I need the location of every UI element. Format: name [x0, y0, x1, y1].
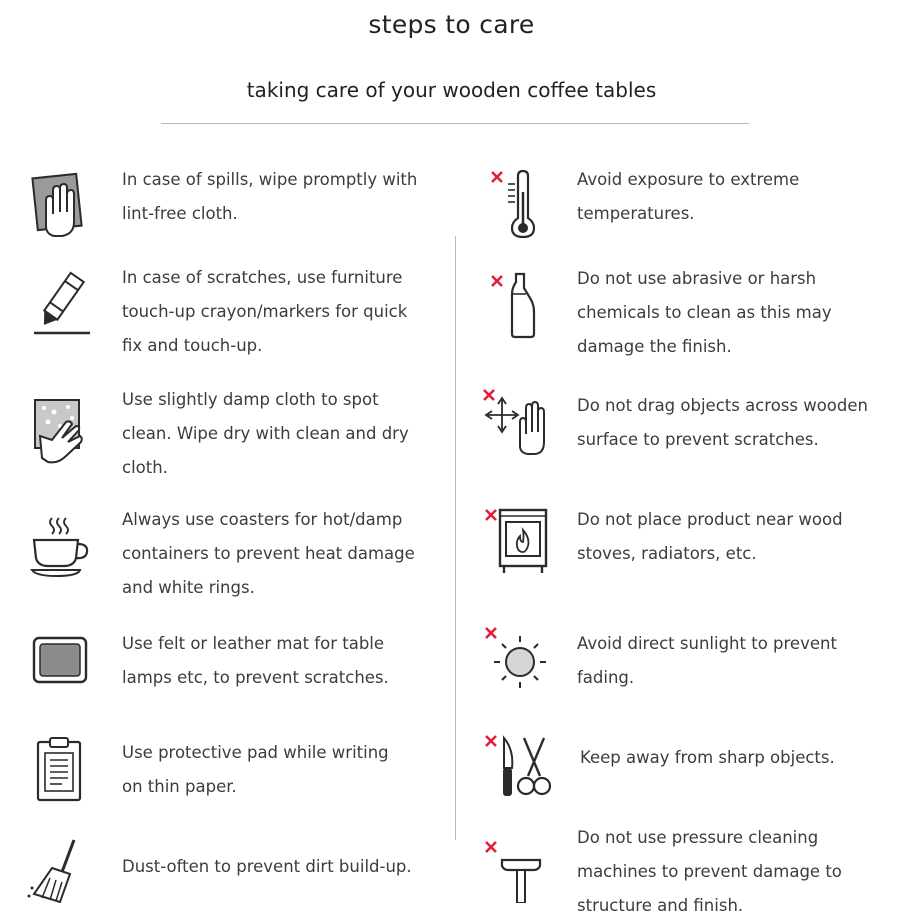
column-divider	[455, 236, 456, 840]
care-text-line: lint-free cloth.	[122, 204, 238, 223]
care-text-line: stoves, radiators, etc.	[577, 544, 757, 563]
chemical-bottle-icon	[488, 270, 544, 340]
care-text-line: Use protective pad while writing	[122, 743, 389, 762]
care-text-line: Dust-often to prevent dirt build-up.	[122, 857, 412, 876]
care-text-line: containers to prevent heat damage	[122, 544, 415, 563]
care-text-line: fading.	[577, 668, 635, 687]
care-text-line: damage the finish.	[577, 337, 732, 356]
care-text-line: Keep away from sharp objects.	[580, 748, 835, 767]
hot-cup-coaster-icon	[30, 514, 92, 578]
care-text-line: surface to prevent scratches.	[577, 430, 819, 449]
care-text-line: Use slightly damp cloth to spot	[122, 390, 379, 409]
care-text-line: Do not place product near wood	[577, 510, 843, 529]
care-text-line: Always use coasters for hot/damp	[122, 510, 403, 529]
care-text-line: fix and touch-up.	[122, 336, 263, 355]
page-subtitle: taking care of your wooden coffee tables	[246, 78, 657, 102]
care-text-line: on thin paper.	[122, 777, 237, 796]
care-text-line: Do not use abrasive or harsh	[577, 269, 817, 288]
damp-cloth-hand-icon	[30, 396, 88, 466]
pressure-cleaner-icon	[482, 838, 552, 903]
sun-icon	[482, 624, 552, 694]
care-text-line: structure and finish.	[577, 896, 744, 915]
thermometer-icon	[488, 168, 544, 240]
felt-mat-icon	[32, 636, 88, 684]
header-divider	[161, 123, 749, 124]
care-text-line: In case of spills, wipe promptly with	[122, 170, 418, 189]
care-text-line: In case of scratches, use furniture	[122, 268, 403, 287]
care-text-line: Do not use pressure cleaning	[577, 828, 819, 847]
duster-brush-icon	[26, 838, 86, 903]
clipboard-pad-icon	[36, 736, 82, 802]
care-text-line: temperatures.	[577, 204, 695, 223]
care-text-line: and white rings.	[122, 578, 255, 597]
care-text-line: Use felt or leather mat for table	[122, 634, 385, 653]
care-text-line: touch-up crayon/markers for quick	[122, 302, 408, 321]
care-text-line: Avoid exposure to extreme	[577, 170, 800, 189]
crayon-icon	[30, 268, 92, 338]
care-text-line: cloth.	[122, 458, 168, 477]
care-text-line: clean. Wipe dry with clean and dry	[122, 424, 409, 443]
care-text-line: lamps etc, to prevent scratches.	[122, 668, 389, 687]
page-title: steps to care	[368, 10, 535, 39]
care-text-line: Do not drag objects across wooden	[577, 396, 868, 415]
wipe-hand-cloth-icon	[30, 170, 86, 240]
care-text-line: chemicals to clean as this may	[577, 303, 832, 322]
knife-scissors-icon	[482, 732, 552, 802]
drag-arrows-hand-icon	[480, 386, 552, 458]
care-text-line: Avoid direct sunlight to prevent	[577, 634, 837, 653]
wood-stove-icon	[482, 506, 548, 576]
care-text-line: machines to prevent damage to	[577, 862, 842, 881]
